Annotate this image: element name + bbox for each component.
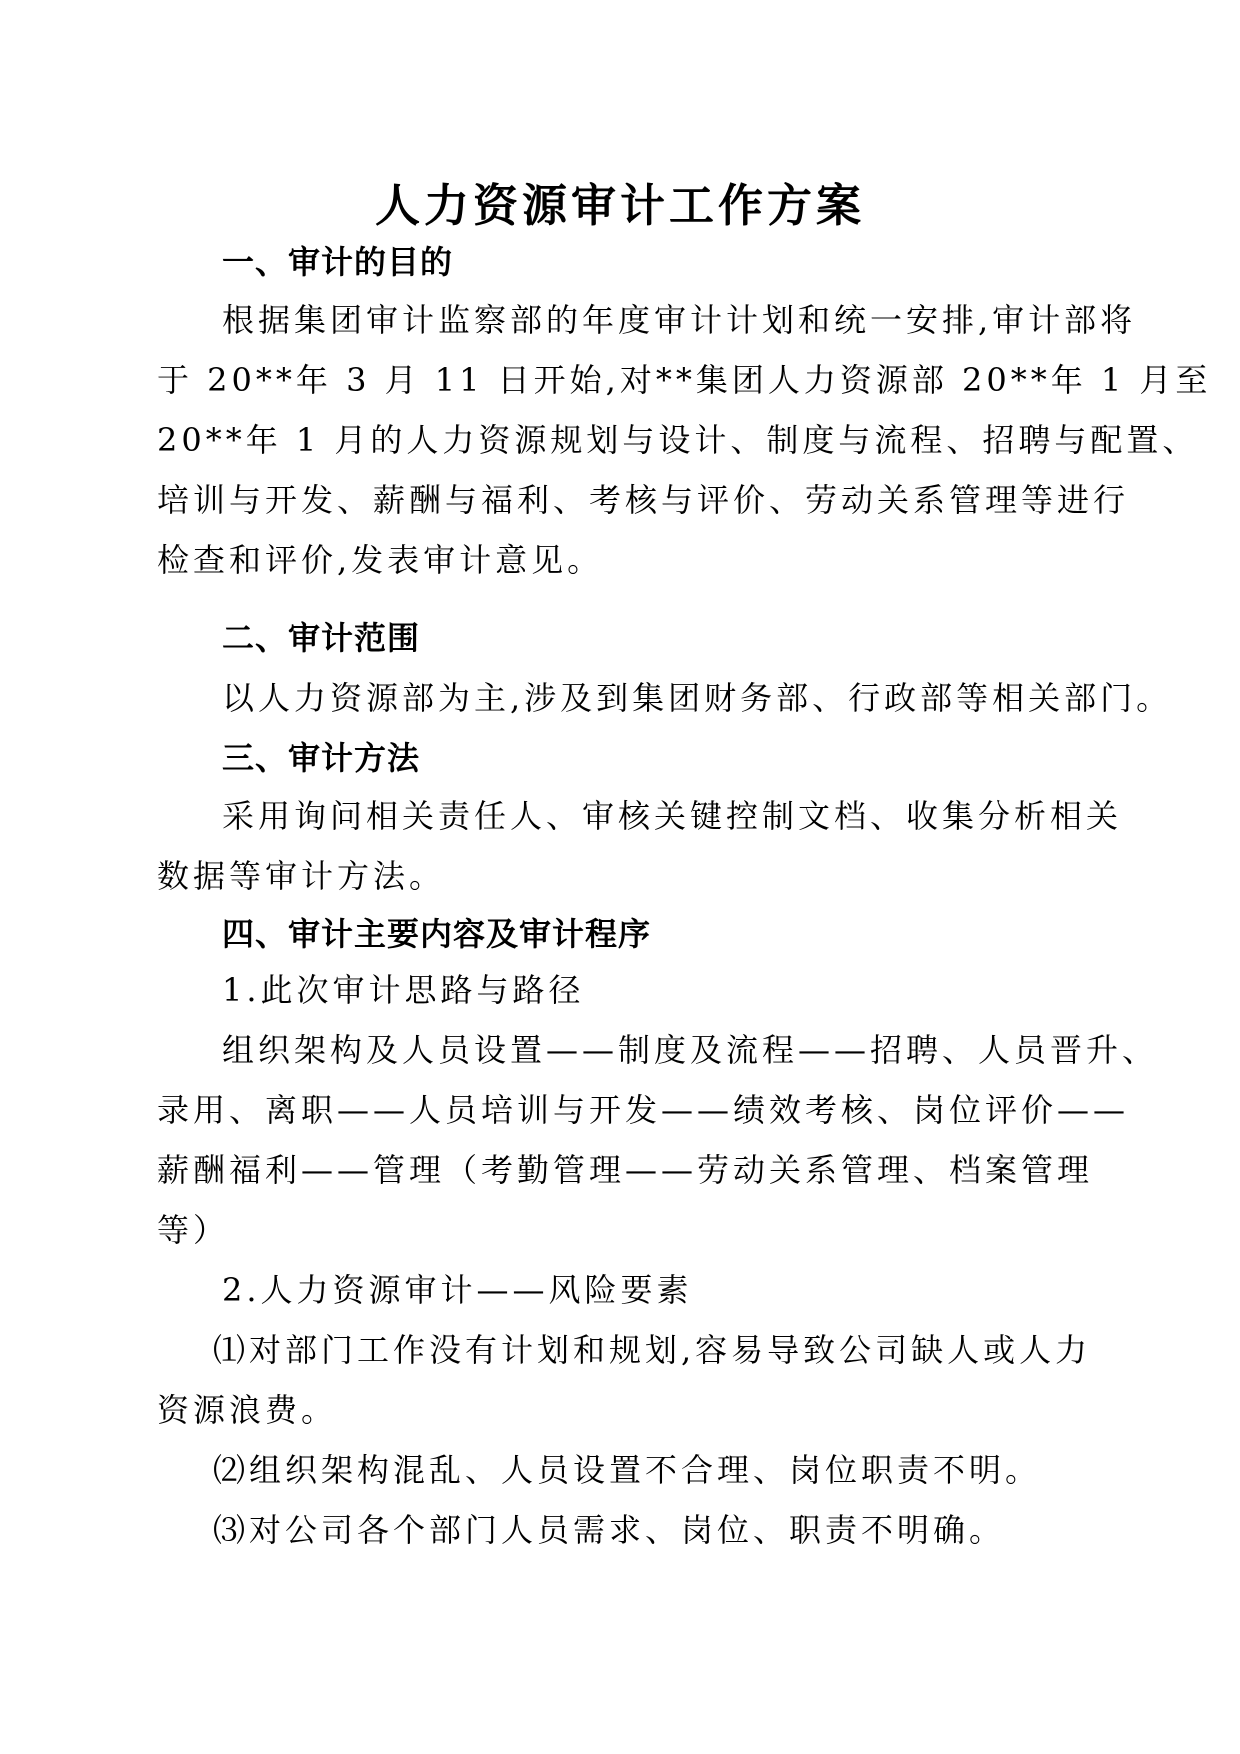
- paragraph-purpose: [157, 290, 1212, 590]
- paragraph-method: [157, 786, 1123, 906]
- subsection-risk-factors: [157, 1260, 1092, 1560]
- paragraph-line: 组织架构及人员设置——制度及流程——招聘、人员晋升、: [222, 1031, 1159, 1069]
- paragraph-line: 20**年 1 月的人力资源规划与设计、制度与流程、招聘与配置、: [157, 421, 1199, 459]
- paragraph-line: 采用询问相关责任人、审核关键控制文档、收集分析相关: [222, 797, 1123, 835]
- list-item-continuation: 资源浪费。: [157, 1391, 338, 1429]
- paragraph-line: 等）: [157, 1211, 230, 1249]
- section-heading-method: 三、审计方法: [222, 739, 421, 777]
- section-heading-purpose: 一、审计的目的: [222, 243, 454, 281]
- subsection-title: 1.此次审计思路与路径: [222, 971, 585, 1009]
- document-title: 人力资源审计工作方案: [374, 179, 865, 232]
- subsection-audit-path: [157, 960, 1159, 1260]
- list-item: ⑶对公司各个部门人员需求、岗位、职责不明确。: [213, 1511, 1006, 1549]
- paragraph-line: 根据集团审计监察部的年度审计计划和统一安排,审计部将: [222, 301, 1137, 339]
- paragraph-line: 培训与开发、薪酬与福利、考核与评价、劳动关系管理等进行: [157, 481, 1130, 519]
- paragraph-line: 数据等审计方法。: [157, 857, 446, 895]
- subsection-title: 2.人力资源审计——风险要素: [222, 1271, 693, 1309]
- paragraph-line: 录用、离职——人员培训与开发——绩效考核、岗位评价——: [157, 1091, 1130, 1129]
- list-item: ⑴对部门工作没有计划和规划,容易导致公司缺人或人力: [213, 1331, 1092, 1369]
- paragraph-line: 以人力资源部为主,涉及到集团财务部、行政部等相关部门。: [222, 679, 1173, 717]
- paragraph-line: 薪酬福利——管理（考勤管理——劳动关系管理、档案管理: [157, 1151, 1094, 1189]
- paragraph-line: 检查和评价,发表审计意见。: [157, 541, 604, 579]
- list-item: ⑵组织架构混乱、人员设置不合理、岗位职责不明。: [213, 1451, 1042, 1489]
- paragraph-line: 于 20**年 3 月 11 日开始,对**集团人力资源部 20**年 1 月至: [157, 361, 1212, 399]
- section-heading-content: 四、审计主要内容及审计程序: [222, 915, 652, 953]
- section-heading-scope: 二、审计范围: [222, 619, 421, 657]
- paragraph-scope: [157, 668, 1173, 728]
